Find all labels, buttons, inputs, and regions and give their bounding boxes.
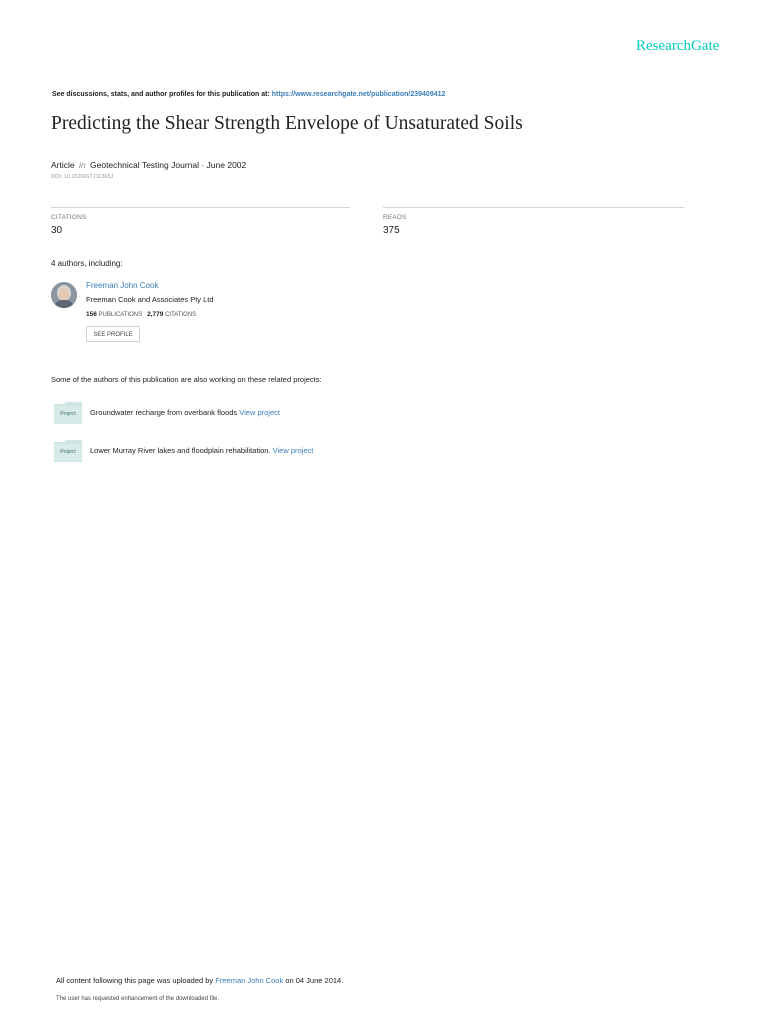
upload-suffix: on 04 June 2014. xyxy=(283,976,344,985)
authors-heading: 4 authors, including: xyxy=(51,259,123,268)
project-item xyxy=(90,446,313,455)
project-name: Lower Murray River lakes and floodplain rehabilitation. xyxy=(90,446,271,455)
citations-label: CITATIONS xyxy=(51,214,87,221)
project-item xyxy=(90,408,280,417)
view-project-link[interactable]: View project xyxy=(272,446,314,455)
uploader-link[interactable]: Freeman John Cook xyxy=(215,976,284,985)
discussion-line xyxy=(52,91,445,98)
page-title: Predicting the Shear Strength Envelope of Unsaturated Soils xyxy=(51,113,523,134)
author-name-link[interactable]: Freeman John Cook xyxy=(86,281,159,290)
article-type: Article xyxy=(51,160,75,170)
researchgate-logo[interactable]: ResearchGate xyxy=(636,38,720,54)
publication-url-link[interactable]: https://www.researchgate.net/publication/239409412 xyxy=(271,91,446,98)
see-profile-button[interactable]: SEE PROFILE xyxy=(86,326,140,342)
citations-value: 30 xyxy=(51,225,63,236)
reads-value: 375 xyxy=(383,225,400,236)
view-project-link[interactable]: View project xyxy=(239,408,280,417)
doi-text: DOI: 10.1520/GTJ11365J xyxy=(51,174,114,180)
citations-divider xyxy=(51,207,350,208)
author-affiliation: Freeman Cook and Associates Pty Ltd xyxy=(86,295,214,304)
meta-in: in xyxy=(79,160,86,170)
publications-count: 156 xyxy=(86,311,97,318)
upload-prefix: All content following this page was uploaded by xyxy=(56,976,216,985)
author-citations-label: CITATIONS xyxy=(165,312,197,318)
author-avatar[interactable] xyxy=(51,282,77,308)
journal-name: Geotechnical Testing Journal · June 2002 xyxy=(90,160,247,170)
reads-divider xyxy=(383,207,684,208)
project-icon-label: Project xyxy=(60,411,76,417)
author-citations-count: 2,779 xyxy=(147,311,164,318)
project-name: Groundwater recharge from overbank floods xyxy=(90,408,238,417)
upload-notice xyxy=(56,976,343,985)
reads-label: READS xyxy=(383,214,407,221)
discussion-prefix: See discussions, stats, and author profiles for this publication at: xyxy=(52,91,272,98)
enhancement-note: The user has requested enhancement of the downloaded file. xyxy=(56,996,220,1002)
author-stats xyxy=(86,311,196,318)
project-icon-label: Project xyxy=(60,449,76,455)
publications-label: PUBLICATIONS xyxy=(98,312,143,318)
avatar-photo-icon xyxy=(51,282,77,308)
publication-meta xyxy=(51,160,246,170)
project-folder-icon xyxy=(54,440,82,462)
project-folder-icon xyxy=(54,402,82,424)
related-projects-heading: Some of the authors of this publication are also working on these related projects: xyxy=(51,375,322,384)
